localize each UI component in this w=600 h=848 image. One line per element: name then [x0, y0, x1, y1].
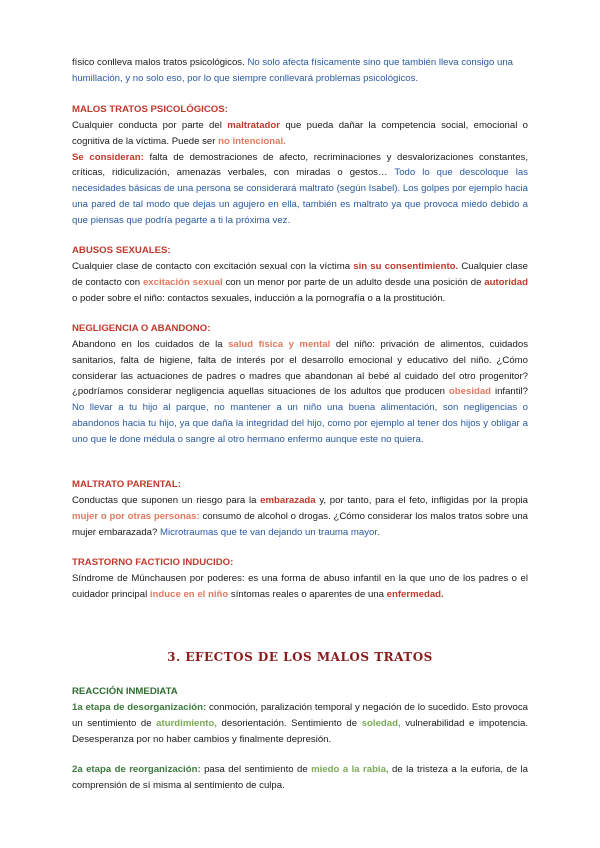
intro-paragraph — [72, 55, 528, 87]
negligencia-paragraph — [72, 337, 528, 448]
highlight: induce en el niño — [149, 588, 229, 600]
highlight: enfermedad. — [386, 588, 444, 600]
text: y, por tanto, para el feto, infligidas por la propia — [319, 495, 529, 506]
section-title: 3. EFECTOS DE LOS MALOS TRATOS — [167, 650, 433, 664]
text: del niño: privación de alimentos, cuidados sanitarios, falta de higiene, falta de interés por el desarrollo emocional y educativo del niño. — [72, 339, 528, 366]
highlight: Se consideran: — [72, 151, 144, 163]
highlight: obesidad — [448, 386, 492, 398]
text: consumo de alcohol o drogas. ¿Cómo considerar los malos tratos sobre una mujer embarazada? — [72, 510, 528, 538]
text: falta de demostraciones de afecto, recriminaciones y desvalorizaciones constantes, críticas, ridiculización, amenazas verbales, con miradas o gestos… — [72, 151, 529, 179]
heading-sexuales: ABUSOS SEXUALES: — [72, 245, 171, 256]
heading-psicologicos: MALOS TRATOS PSICOLÓGICOS: — [72, 104, 228, 115]
text: infantil? — [494, 386, 529, 398]
reaccion-paragraph-2 — [72, 762, 528, 794]
highlight: soledad, — [361, 717, 401, 729]
note: Todo lo que descoloque las necesidades básicas de una persona se considerará maltrato (según Isabel). Los golpes por ejemplo hacia una pared de tal modo que dejas un agujero en ella, también es maltrato ya que provoca miedo debido a que piensas que podría pegarte a ti la próxima vez. — [72, 167, 528, 226]
text: ¿Cómo considerar las actuaciones de padres o madres que abandonan al bebé al cuidado del otro progenitor? ¿podríamos considerar negligencia aquellas situaciones de los adultos que producen — [72, 354, 528, 398]
text: síntomas reales o aparentes de una — [230, 588, 384, 600]
highlight: autoridad — [484, 276, 528, 288]
text: Cualquier clase de contacto con excitación sexual con la víctima — [72, 261, 351, 272]
highlight: sin su consentimiento. — [353, 261, 459, 272]
highlight: miedo a la rabia, — [311, 764, 389, 775]
heading-reaccion: REACCIÓN INMEDIATA — [72, 686, 178, 697]
sexuales-paragraph — [72, 259, 528, 306]
text: Conductas que suponen un riesgo para la — [72, 495, 257, 506]
parental-paragraph — [72, 493, 528, 540]
highlight: no intencional. — [218, 135, 286, 147]
reaccion-paragraph-1 — [72, 700, 528, 747]
psicologicos-paragraph — [72, 118, 528, 229]
intro-text: físico conlleva malos tratos psicológicos. — [72, 57, 245, 68]
text: Abandono en los cuidados de la — [72, 339, 223, 350]
heading-negligencia: NEGLIGENCIA O ABANDONO: — [72, 323, 211, 334]
stage-label: 2a etapa de reorganización: — [72, 764, 201, 775]
note: Microtraumas que te van dejando un trauma mayor. — [160, 526, 380, 538]
highlight: excitación sexual — [142, 276, 223, 288]
heading-parental: MALTRATO PARENTAL: — [72, 479, 181, 490]
text: de la tristeza a la euforia, de la comprensión de sí misma al sentimiento de culpa. — [72, 764, 529, 791]
text: pasa del sentimiento de — [204, 764, 308, 775]
text: Síndrome de Münchausen por poderes: es una forma de abuso infantil en la que uno de los padres o el cuidador principal — [72, 573, 528, 600]
facticio-paragraph — [72, 571, 528, 603]
highlight: salud física y mental — [228, 339, 331, 350]
text: que pueda dañar la competencia social, emocional o cognitiva de la víctima. Puede ser — [72, 120, 529, 147]
text: Cualquier conducta por parte del — [72, 120, 222, 131]
text: vulnerabilidad e impotencia. Desesperanza por no haber cambios y finalmente depresión. — [72, 717, 528, 745]
text: desorientación. Sentimiento de — [221, 717, 358, 729]
highlight: maltratador — [227, 120, 280, 131]
stage-label: 1a etapa de desorganización: — [72, 702, 207, 713]
heading-facticio: TRASTORNO FACTICIO INDUCIDO: — [72, 557, 234, 568]
highlight: aturdimiento, — [156, 717, 217, 729]
intro-note: No solo afecta físicamente sino que también lleva consigo una humillación, y no solo eso, por lo que siempre conllevará problemas psicológicos. — [72, 57, 514, 84]
highlight: mujer o por otras personas: — [72, 510, 200, 522]
text: conmoción, paralización temporal y negación de lo sucedido. Esto provoca un sentimiento de — [72, 702, 528, 729]
text: con un menor por parte de un adulto desde una posición de — [225, 276, 482, 288]
text: Cualquier clase de contacto con — [72, 261, 528, 288]
highlight: embarazada — [260, 495, 316, 506]
text: o poder sobre el niño: contactos sexuales, inducción a la pornografía o a la prostitución. — [72, 292, 446, 304]
note: No llevar a tu hijo al parque, no mantener a un niño una buena alimentación, son negligencias o abandonos hacia tu hijo, ya que daña la integridad del hijo, como por ejemplo al tener dos hijos y obligar a uno que le done médula o sangre al otro hermano enfermo aunque este no quiera. — [72, 402, 528, 445]
